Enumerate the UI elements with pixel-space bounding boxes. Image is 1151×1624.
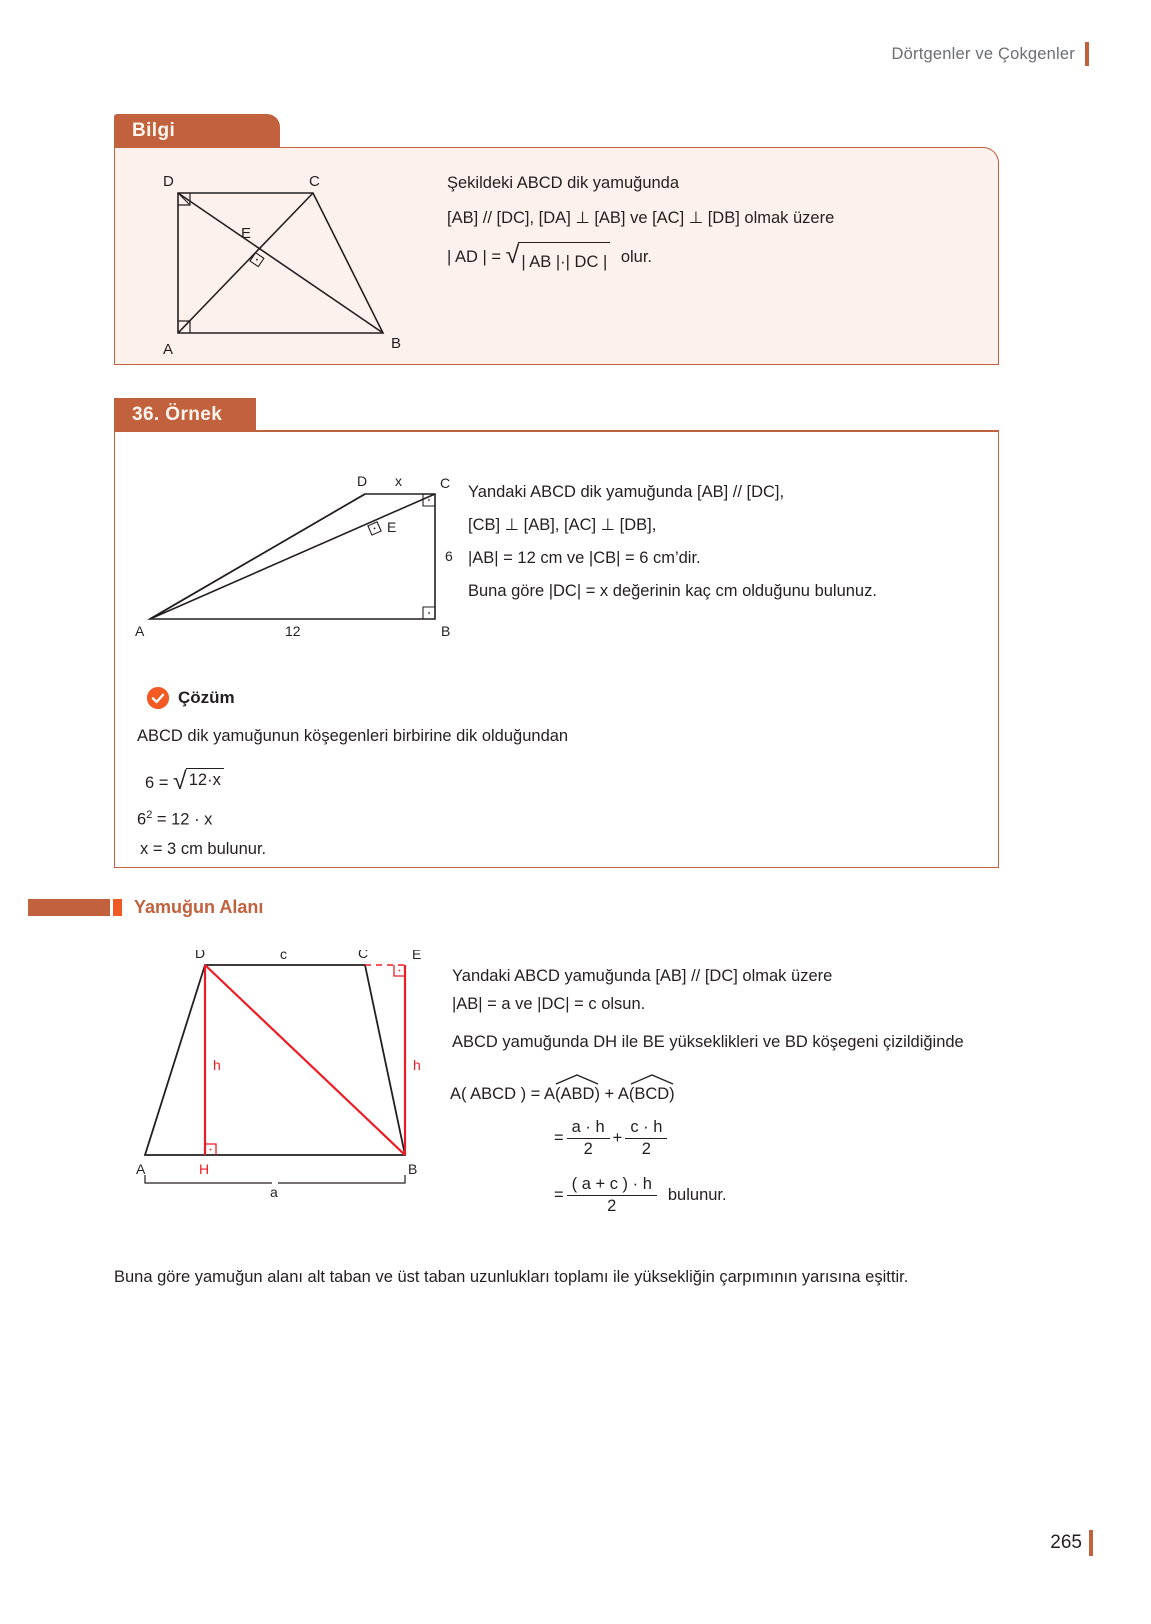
area-statement: [452, 962, 997, 1065]
ornek-line-4: Buna göre |DC| = x değerinin kaç cm olduğunu bulunuz.: [468, 582, 877, 600]
bilgi-formula-tail: olur.: [620, 248, 653, 266]
running-head-title: Dörtgenler ve Çokgenler: [891, 44, 1075, 63]
bilgi-formula: [447, 240, 987, 280]
cozum-label: Çözüm: [178, 688, 235, 707]
bilgi-figure: [133, 158, 433, 363]
bilgi-line-2: [AB] // [DC], [DA] ⊥ [AB] ve [AC] ⊥ [DB] olmak üzere: [447, 209, 835, 227]
area-formula-f1-den: 2: [583, 1140, 593, 1158]
ornek-line-3: |AB| = 12 cm ve |CB| = 6 cm’dir.: [468, 549, 701, 567]
fraction-ch-over-2: [625, 1118, 667, 1159]
area-formula-f2-den: 2: [641, 1140, 651, 1158]
ornek-line-2: [CB] ⊥ [AB], [AC] ⊥ [DB],: [468, 516, 657, 534]
bilgi-label-E: E: [241, 225, 252, 242]
area-formula-l3-den: 2: [607, 1197, 617, 1215]
area-formula-f1-num: a · h: [567, 1118, 610, 1139]
ornek-label-6: 6: [445, 548, 453, 564]
cozum-eq1-radicand: 12·x: [186, 768, 224, 793]
area-label-a: a: [270, 1184, 278, 1200]
area-formula-line-3: [554, 1175, 727, 1216]
arc-hat-icon: [630, 1074, 674, 1085]
ornek-label-C: C: [440, 475, 451, 491]
radical-sign: √: [505, 241, 520, 269]
bilgi-label-D: D: [163, 173, 174, 190]
bilgi-label-A: A: [163, 341, 174, 358]
closing-paragraph: Buna göre yamuğun alanı alt taban ve üst taban uzunlukları toplamı ile yüksekliğin çarpımının yarısına eşittir.: [114, 1268, 909, 1286]
running-head-rule: [1085, 42, 1089, 66]
area-formula-line-1: [450, 1085, 727, 1104]
ornek-label-D: D: [357, 473, 368, 489]
folio-rule: [1089, 1530, 1093, 1556]
check-circle-icon: [147, 687, 169, 709]
cozum-equation-1: [145, 768, 224, 793]
ornek-figure: [135, 444, 465, 644]
ornek-tab-label: 36. Örnek: [132, 403, 223, 425]
bilgi-tab-label: Bilgi: [132, 119, 176, 141]
ornek-line-1: Yandaki ABCD dik yamuğunda [AB] // [DC],: [468, 483, 785, 501]
ornek-body: [114, 431, 999, 868]
ornek-statement: [468, 476, 988, 608]
area-formula-l1a: A( ABCD ) = A(: [450, 1085, 561, 1103]
section-heading-accent: [113, 899, 122, 916]
cozum-eq2-base: 6: [137, 810, 147, 829]
cozum-eq2-rest: = 12 · x: [156, 810, 213, 829]
area-formula-l3-num: ( a + c ) · h: [567, 1175, 657, 1196]
area-formula-l1b: ) + A(: [594, 1085, 635, 1103]
ornek-label-12: 12: [285, 623, 301, 639]
area-paragraph-1: Yandaki ABCD yamuğunda [AB] // [DC] olmak üzere: [452, 967, 833, 985]
section-heading-title: Yamuğun Alanı: [134, 897, 264, 917]
bilgi-tab: [114, 114, 280, 147]
bilgi-radicand-left: | AB |: [521, 253, 561, 271]
bilgi-label-C: C: [309, 173, 320, 190]
area-label-h-left: h: [213, 1057, 221, 1073]
area-formula-l3-tail: bulunur.: [667, 1186, 727, 1204]
area-label-A: A: [136, 1161, 146, 1177]
area-label-h-right: h: [413, 1057, 421, 1073]
area-formula-t1: ABD: [560, 1085, 595, 1103]
area-label-B: B: [408, 1161, 418, 1177]
area-paragraph-2: |AB| = a ve |DC| = c olsun.: [452, 995, 646, 1013]
triangle-abd: [561, 1085, 595, 1104]
ornek-label-A: A: [135, 623, 145, 639]
page-number: 265: [1050, 1532, 1082, 1553]
area-formula-t2: BCD: [634, 1085, 670, 1103]
ornek-tab: [114, 398, 256, 431]
area-label-C: C: [358, 950, 369, 961]
area-formula-line-2: [554, 1118, 727, 1159]
area-label-H: H: [199, 1161, 210, 1177]
cozum-line-1: ABCD dik yamuğunun köşegenleri birbirine dik olduğundan: [137, 727, 569, 745]
cozum-eq2-exponent: 2: [146, 809, 153, 821]
cozum-equation-3: x = 3 cm bulunur.: [140, 840, 267, 858]
bilgi-label-B: B: [391, 335, 402, 352]
bilgi-body: [114, 147, 999, 365]
ornek-label-B: B: [441, 623, 451, 639]
area-figure: [120, 950, 440, 1220]
cozum-heading: [147, 687, 235, 709]
triangle-bcd: [634, 1085, 669, 1104]
cozum-eq1-lhs: 6 =: [145, 774, 169, 792]
fraction-ah-over-2: [567, 1118, 610, 1159]
area-formula-f2-num: c · h: [625, 1118, 667, 1139]
area-formula-l3-eq: =: [554, 1186, 564, 1204]
bilgi-formula-radical: [506, 242, 611, 280]
radical-sign: √: [173, 767, 187, 795]
bilgi-text: [447, 166, 987, 280]
bilgi-radicand-right: | DC |: [565, 253, 608, 271]
area-formula-plus: +: [612, 1129, 623, 1147]
section-heading: [28, 897, 263, 918]
cozum-eq1-radical: [173, 768, 224, 793]
arc-hat-icon: [555, 1074, 599, 1085]
cozum-equation-2: [137, 809, 212, 830]
running-head: [892, 42, 1089, 66]
area-label-D: D: [195, 950, 206, 961]
ornek-label-x: x: [395, 473, 402, 489]
bilgi-formula-lhs: | AD | =: [447, 248, 501, 266]
bilgi-radicand-dot: ·: [560, 253, 566, 271]
area-label-c: c: [280, 950, 287, 962]
section-heading-block: [28, 899, 110, 916]
area-label-E: E: [412, 950, 422, 962]
area-formula-l1c: ): [669, 1085, 675, 1103]
area-formula-l2-eq: =: [554, 1129, 564, 1147]
fraction-sum-over-2: [567, 1175, 657, 1216]
ornek-label-E: E: [387, 519, 397, 535]
area-formula: [450, 1085, 727, 1216]
bilgi-line-1: Şekildeki ABCD dik yamuğunda: [447, 174, 680, 192]
area-paragraph-3: ABCD yamuğunda DH ile BE yükseklikleri ve BD köşegeni çizildiğinde: [452, 1033, 964, 1051]
folio: [1050, 1530, 1093, 1556]
